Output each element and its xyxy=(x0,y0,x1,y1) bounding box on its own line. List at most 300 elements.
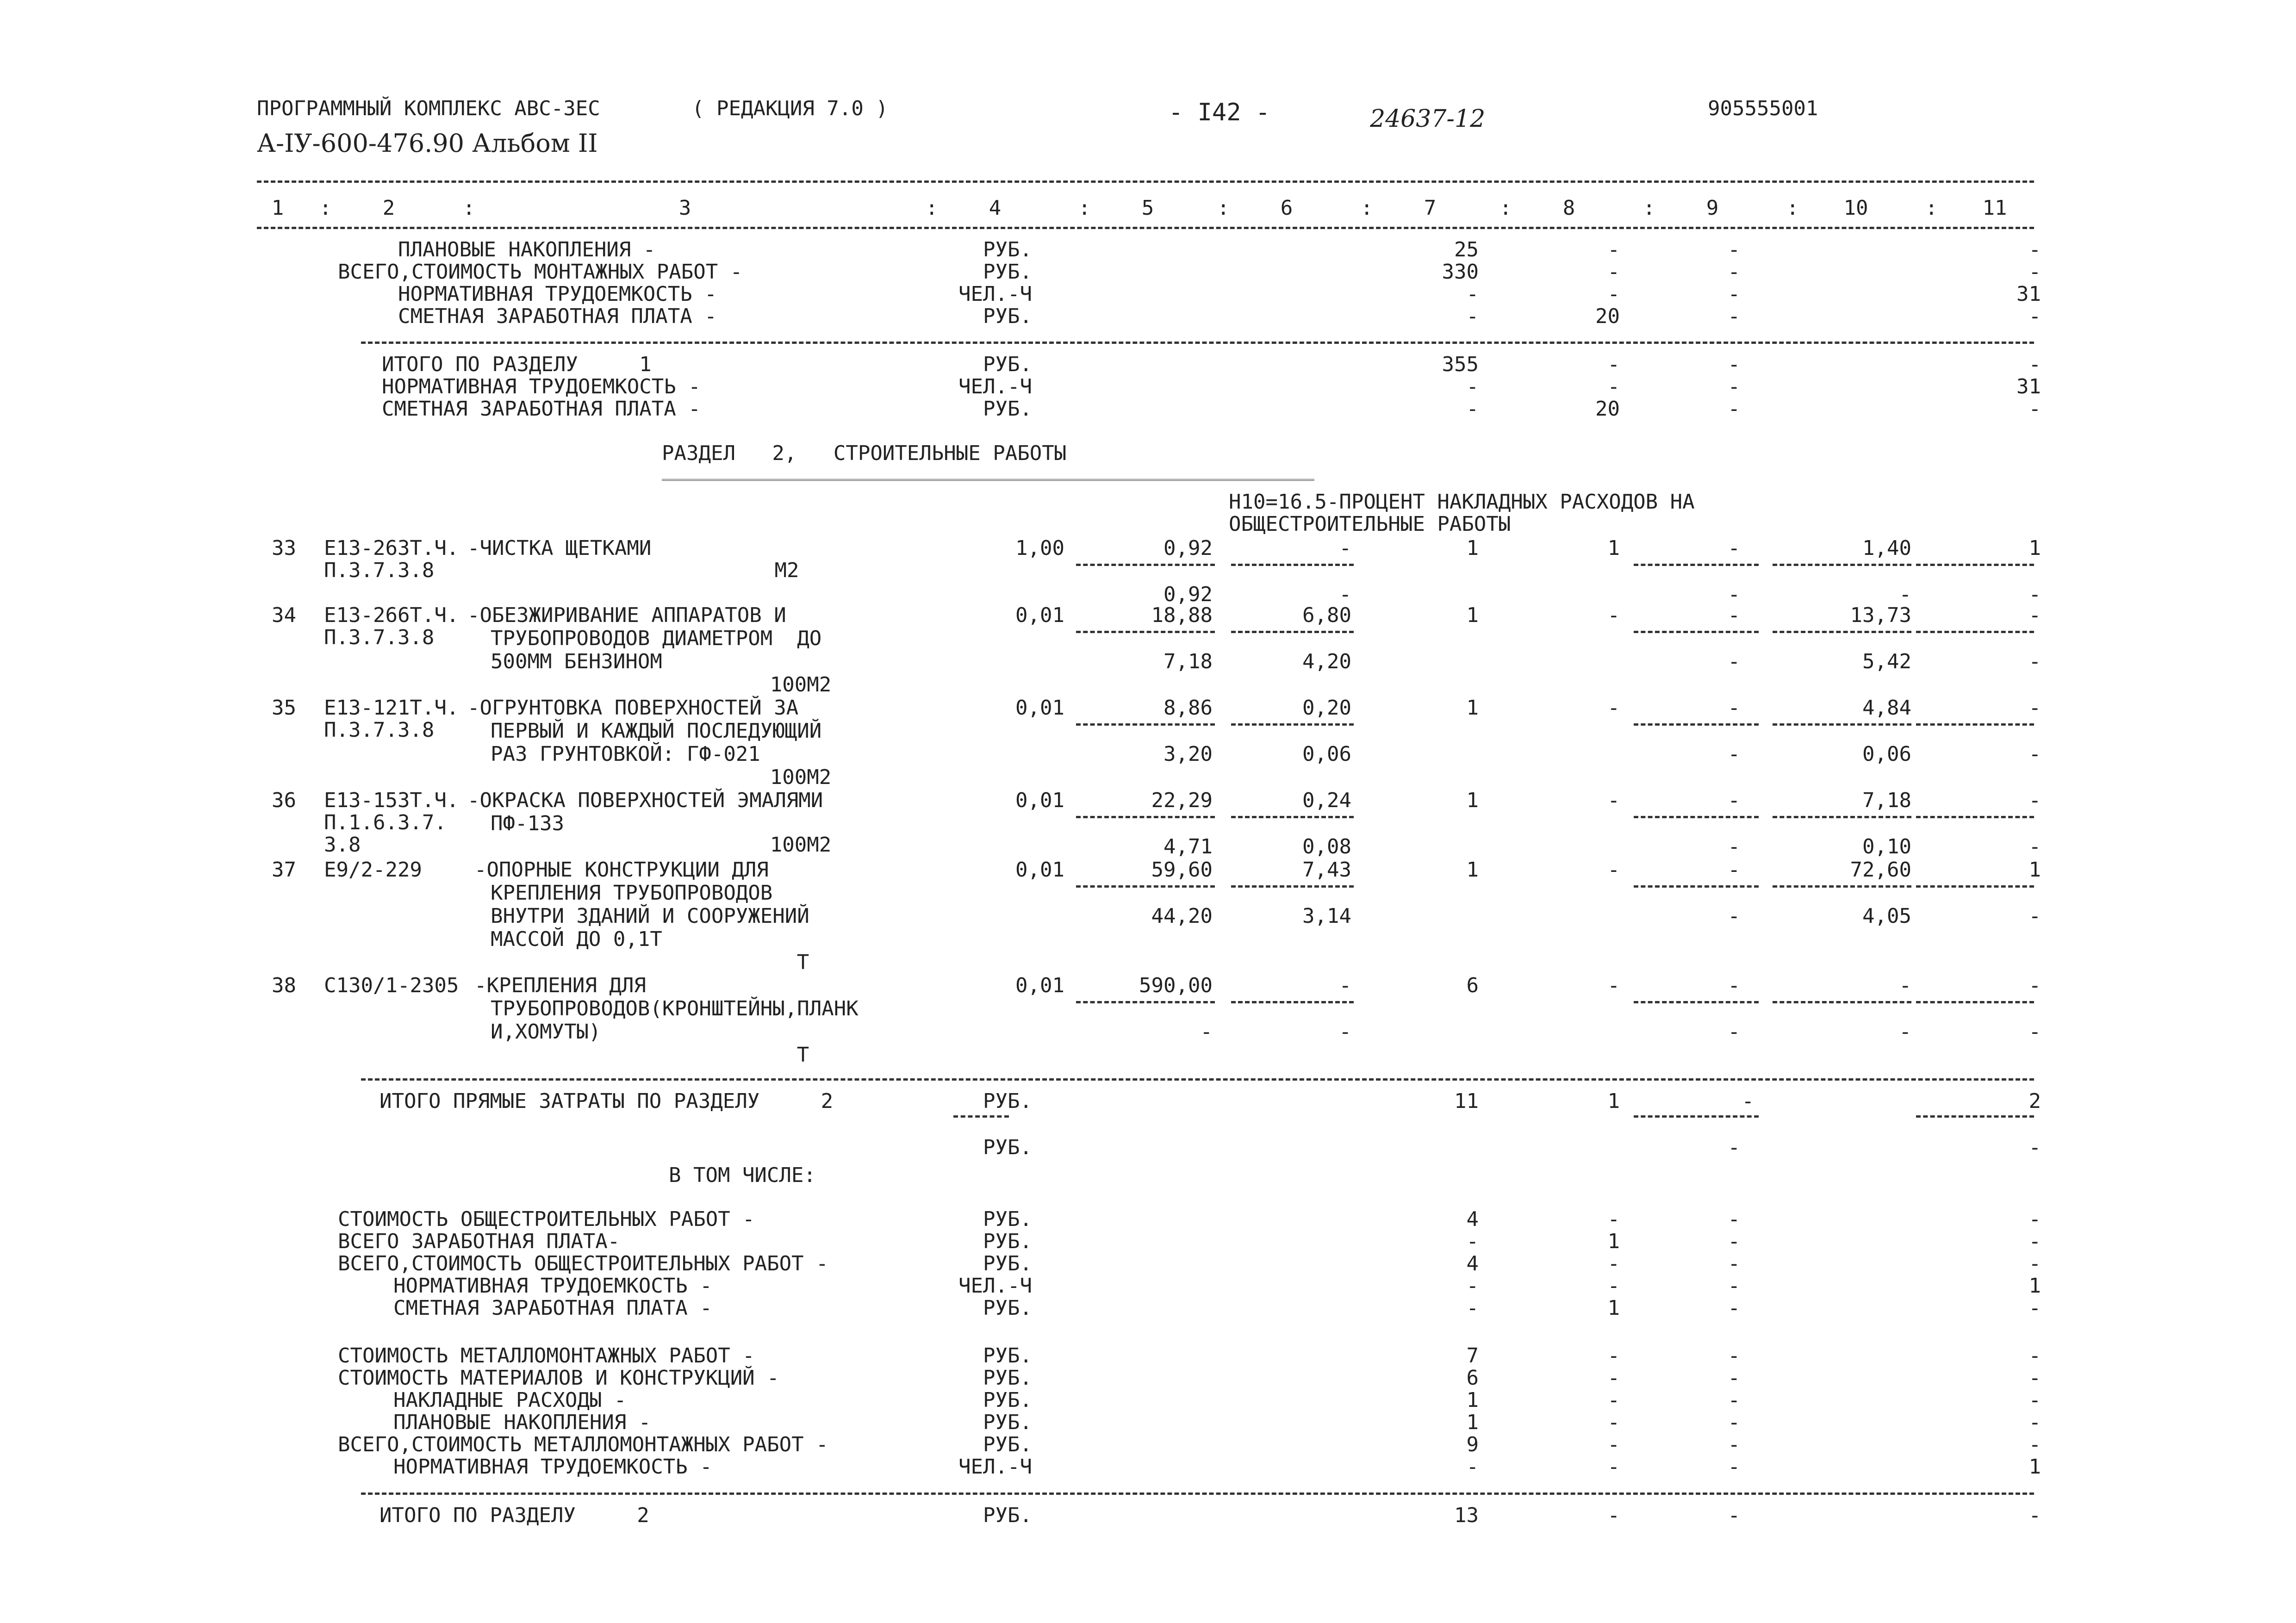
item-col10-sub: 0,06 xyxy=(1862,742,1911,766)
item-unit: 100М2 xyxy=(770,765,832,789)
item-col7: 1 xyxy=(1466,696,1479,720)
summary-row-unit: РУБ. xyxy=(983,260,1032,284)
breakdown-row-col8: - xyxy=(1607,1252,1620,1275)
summary-row-col7: - xyxy=(1466,282,1479,306)
column-header-8: 8 xyxy=(1562,196,1575,220)
item-col11: - xyxy=(2028,603,2041,627)
item-col9: - xyxy=(1728,974,1740,997)
program-title: ПРОГРАММНЫЙ КОМПЛЕКС АВС-3ЕС xyxy=(257,97,600,120)
item-unit: Т xyxy=(796,1043,809,1067)
section-total-row-col9: - xyxy=(1728,375,1740,398)
item-underline xyxy=(1916,885,2034,888)
column-header-1: 1 xyxy=(271,196,284,220)
section-total-row-col8: - xyxy=(1607,353,1620,376)
item-col10: 4,84 xyxy=(1862,696,1911,720)
item-col5-sub: 4,71 xyxy=(1164,835,1213,858)
breakdown-row-label: ВСЕГО,СТОИМОСТЬ ОБЩЕСТРОИТЕЛЬНЫХ РАБОТ - xyxy=(338,1252,828,1275)
item-underline xyxy=(1916,631,2034,633)
breakdown-row-col9: - xyxy=(1728,1455,1740,1479)
item-col5-sub: - xyxy=(1200,1020,1213,1044)
item-col9: - xyxy=(1728,696,1740,720)
item-underline xyxy=(1773,885,1911,888)
column-header-9: 9 xyxy=(1706,196,1719,220)
item-underline xyxy=(1231,723,1354,726)
item-underline xyxy=(1231,816,1354,818)
section-total-row-col8: - xyxy=(1607,375,1620,398)
breakdown-row-col7: - xyxy=(1466,1230,1479,1253)
item-underline xyxy=(1916,816,2034,818)
breakdown-row-label: ПЛАНОВЫЕ НАКОПЛЕНИЯ - xyxy=(393,1411,651,1434)
item-description: И,ХОМУТЫ) xyxy=(491,1020,601,1044)
breakdown-row-col7: - xyxy=(1466,1274,1479,1298)
item-col5-sub: 0,92 xyxy=(1164,583,1213,606)
column-header-7: 7 xyxy=(1424,196,1437,220)
item-underline xyxy=(1916,723,2034,726)
summary-row-unit: ЧЕЛ.-Ч xyxy=(958,282,1032,306)
summary-row-col11: 31 xyxy=(2016,282,2041,306)
item-code-line2: П.3.7.3.8 xyxy=(324,626,435,649)
column-header-2: 2 xyxy=(382,196,395,220)
item-col5: 0,92 xyxy=(1164,536,1213,560)
item-description: 500ММ БЕНЗИНОМ xyxy=(491,650,662,673)
item-col10: 13,73 xyxy=(1850,603,1911,627)
item-col9-sub: - xyxy=(1728,904,1740,928)
section-total-row-col7: 355 xyxy=(1442,353,1479,376)
item-code: Е13-266Т.Ч. xyxy=(324,603,459,627)
item-underline xyxy=(1773,564,1911,566)
breakdown-row-col8: - xyxy=(1607,1274,1620,1298)
item-col10: 1,40 xyxy=(1862,536,1911,560)
item-description: МАССОЙ ДО 0,1Т xyxy=(491,927,662,951)
item-description: РАЗ ГРУНТОВКОЙ: ГФ-021 xyxy=(491,742,760,766)
item-col6-sub: 4,20 xyxy=(1302,650,1351,673)
column-separator: : xyxy=(1500,196,1512,220)
item-underline xyxy=(1231,564,1354,566)
item-col8: - xyxy=(1607,789,1620,812)
section-total-row-col9: - xyxy=(1728,1504,1740,1527)
direct-costs-unit-2: РУБ. xyxy=(983,1136,1032,1159)
breakdown-row-col7: - xyxy=(1466,1455,1479,1479)
breakdown-row-col11: - xyxy=(2028,1388,2041,1412)
section-total-row-label: ИТОГО ПО РАЗДЕЛУ 1 xyxy=(382,353,652,376)
item-col7: 1 xyxy=(1466,536,1479,560)
item-number: 36 xyxy=(272,789,296,812)
item-col6-sub: - xyxy=(1339,1020,1351,1044)
item-col11: - xyxy=(2028,974,2041,997)
breakdown-row-col8: - xyxy=(1607,1455,1620,1479)
summary-row-unit: РУБ. xyxy=(983,238,1032,261)
column-header-4: 4 xyxy=(989,196,1002,220)
document-number: 24637-12 xyxy=(1370,105,1486,133)
breakdown-row-col11: 1 xyxy=(2028,1455,2041,1479)
summary-row-col11: - xyxy=(2028,260,2041,284)
overhead-note: Н10=16.5-ПРОЦЕНТ НАКЛАДНЫХ РАСХОДОВ НА xyxy=(1229,490,1695,514)
item-underline xyxy=(1773,1001,1911,1003)
item-number: 35 xyxy=(272,696,296,720)
item-underline xyxy=(1634,631,1759,633)
direct-costs-col9: - xyxy=(1742,1089,1754,1113)
item-col9: - xyxy=(1728,858,1740,882)
item-underline xyxy=(1773,631,1911,633)
item-col11-sub: - xyxy=(2028,835,2041,858)
item-quantity: 0,01 xyxy=(1015,789,1064,812)
item-description: -ОПОРНЫЕ КОНСТРУКЦИИ ДЛЯ xyxy=(474,858,769,882)
breakdown-row-col8: - xyxy=(1607,1366,1620,1390)
direct-costs-underline xyxy=(1916,1115,2034,1118)
section-total-row-col11: 31 xyxy=(2016,375,2041,398)
section-total-row-col8: 20 xyxy=(1595,397,1620,421)
item-col8: - xyxy=(1607,696,1620,720)
item-col11: 1 xyxy=(2028,858,2041,882)
item-col11: - xyxy=(2028,696,2041,720)
breakdown-row-col8: - xyxy=(1607,1207,1620,1231)
breakdown-row-col11: - xyxy=(2028,1433,2041,1456)
summary-row-col9: - xyxy=(1728,305,1740,328)
summary-row-col8: - xyxy=(1607,238,1620,261)
breakdown-row-col7: 1 xyxy=(1466,1388,1479,1412)
column-header-6: 6 xyxy=(1280,196,1293,220)
breakdown-row-col11: - xyxy=(2028,1207,2041,1231)
column-header-3: 3 xyxy=(678,196,691,220)
breakdown-row-col9: - xyxy=(1728,1388,1740,1412)
item-quantity: 0,01 xyxy=(1015,603,1064,627)
summary-row-unit: РУБ. xyxy=(983,305,1032,328)
breakdown-row-col11: - xyxy=(2028,1252,2041,1275)
item-col11-sub: - xyxy=(2028,904,2041,928)
item-col9: - xyxy=(1728,603,1740,627)
breakdown-row-col8: - xyxy=(1607,1411,1620,1434)
item-description: ПЕРВЫЙ И КАЖДЫЙ ПОСЛЕДУЮЩИЙ xyxy=(491,719,822,743)
section-total-row-unit: РУБ. xyxy=(983,353,1032,376)
item-quantity: 1,00 xyxy=(1015,536,1064,560)
item-col11-sub: - xyxy=(2028,650,2041,673)
item-description: ВНУТРИ ЗДАНИЙ И СООРУЖЕНИЙ xyxy=(491,904,809,928)
item-unit: Т xyxy=(796,951,809,974)
breakdown-row-col7: 9 xyxy=(1466,1433,1479,1456)
item-unit: М2 xyxy=(774,559,799,582)
breakdown-row-col9: - xyxy=(1728,1296,1740,1320)
item-col11-sub: - xyxy=(2028,583,2041,606)
item-col8: - xyxy=(1607,603,1620,627)
column-separator: : xyxy=(1361,196,1373,220)
item-col9-sub: - xyxy=(1728,650,1740,673)
item-col9-sub: - xyxy=(1728,583,1740,606)
item-underline xyxy=(1231,1001,1354,1003)
breakdown-row-col9: - xyxy=(1728,1411,1740,1434)
summary-row-col8: - xyxy=(1607,282,1620,306)
item-underline xyxy=(1076,885,1215,888)
item-col8: - xyxy=(1607,974,1620,997)
column-header-11: 11 xyxy=(1982,196,2007,220)
breakdown-row-col9: - xyxy=(1728,1433,1740,1456)
breakdown-row-unit: РУБ. xyxy=(983,1344,1032,1368)
section-total-row-col9: - xyxy=(1728,397,1740,421)
section-title: РАЗДЕЛ 2, СТРОИТЕЛЬНЫЕ РАБОТЫ xyxy=(662,442,1067,465)
item-col6: - xyxy=(1339,536,1351,560)
item-col6: 0,20 xyxy=(1302,696,1351,720)
summary-row-col9: - xyxy=(1728,238,1740,261)
summary-row-col8: - xyxy=(1607,260,1620,284)
summary-row-col11: - xyxy=(2028,238,2041,261)
item-col5: 22,29 xyxy=(1151,789,1213,812)
column-separator: : xyxy=(1078,196,1091,220)
item-col6: 7,43 xyxy=(1302,858,1351,882)
item-col10-sub: 5,42 xyxy=(1862,650,1911,673)
item-underline xyxy=(1773,816,1911,818)
breakdown-row-col9: - xyxy=(1728,1207,1740,1231)
breakdown-row-label: СМЕТНАЯ ЗАРАБОТНАЯ ПЛАТА - xyxy=(393,1296,712,1320)
breakdown-row-label: НАКЛАДНЫЕ РАСХОДЫ - xyxy=(393,1388,627,1412)
item-underline xyxy=(1076,631,1215,633)
item-code-line2: П.1.6.3.7. xyxy=(324,811,447,834)
breakdown-row-label: НОРМАТИВНАЯ ТРУДОЕМКОСТЬ - xyxy=(393,1274,712,1298)
section-rule xyxy=(361,1492,2034,1495)
item-description: -ЧИСТКА ЩЕТКАМИ xyxy=(467,536,652,560)
item-col8: 1 xyxy=(1607,536,1620,560)
section-total-row-col8: - xyxy=(1607,1504,1620,1527)
item-col6: 6,80 xyxy=(1302,603,1351,627)
column-separator: : xyxy=(1643,196,1655,220)
breakdown-row-unit: РУБ. xyxy=(983,1207,1032,1231)
breakdown-row-col7: - xyxy=(1466,1296,1479,1320)
item-col5-sub: 3,20 xyxy=(1164,742,1213,766)
breakdown-row-col11: - xyxy=(2028,1296,2041,1320)
item-underline xyxy=(1634,885,1759,888)
column-separator: : xyxy=(1925,196,1938,220)
section-total-row-col11: - xyxy=(2028,353,2041,376)
column-separator: : xyxy=(1217,196,1230,220)
breakdown-row-unit: РУБ. xyxy=(983,1433,1032,1456)
item-description: ТРУБОПРОВОДОВ ДИАМЕТРОМ ДО xyxy=(491,627,822,650)
item-col6-sub: 0,08 xyxy=(1302,835,1351,858)
item-underline xyxy=(1634,723,1759,726)
breakdown-row-label: СТОИМОСТЬ ОБЩЕСТРОИТЕЛЬНЫХ РАБОТ - xyxy=(338,1207,755,1231)
item-underline xyxy=(1076,1001,1215,1003)
item-underline xyxy=(1634,816,1759,818)
item-description: ТРУБОПРОВОДОВ(КРОНШТЕЙНЫ,ПЛАНК xyxy=(491,997,859,1020)
item-description: -КРЕПЛЕНИЯ ДЛЯ xyxy=(474,974,646,997)
breakdown-row-unit: РУБ. xyxy=(983,1411,1032,1434)
item-underline xyxy=(1076,816,1215,818)
item-description: КРЕПЛЕНИЯ ТРУБОПРОВОДОВ xyxy=(491,881,773,905)
item-number: 37 xyxy=(272,858,296,882)
direct-costs-col11-sub: - xyxy=(2028,1136,2041,1159)
summary-row-col9: - xyxy=(1728,282,1740,306)
column-header-10: 10 xyxy=(1843,196,1868,220)
breakdown-row-col7: 4 xyxy=(1466,1207,1479,1231)
breakdown-row-col8: - xyxy=(1607,1344,1620,1368)
column-separator: : xyxy=(463,196,475,220)
header-rule-bottom xyxy=(257,227,2034,229)
item-col7: 1 xyxy=(1466,789,1479,812)
breakdown-row-col8: - xyxy=(1607,1433,1620,1456)
column-separator: : xyxy=(319,196,332,220)
breakdown-row-label: НОРМАТИВНАЯ ТРУДОЕМКОСТЬ - xyxy=(393,1455,712,1479)
item-unit: 100М2 xyxy=(770,673,832,696)
direct-costs-label: ИТОГО ПРЯМЫЕ ЗАТРАТЫ ПО РАЗДЕЛУ 2 xyxy=(380,1089,834,1113)
breakdown-row-label: ВСЕГО ЗАРАБОТНАЯ ПЛАТА- xyxy=(338,1230,620,1253)
breakdown-row-col9: - xyxy=(1728,1230,1740,1253)
item-col10: 72,60 xyxy=(1850,858,1911,882)
item-underline xyxy=(1916,1001,2034,1003)
summary-row-col9: - xyxy=(1728,260,1740,284)
header-rule-top xyxy=(257,180,2034,183)
item-quantity: 0,01 xyxy=(1015,858,1064,882)
item-code-line2: П.3.7.3.8 xyxy=(324,559,435,582)
item-underline xyxy=(1231,885,1354,888)
item-col11: - xyxy=(2028,789,2041,812)
summary-row-label: ВСЕГО,СТОИМОСТЬ МОНТАЖНЫХ РАБОТ - xyxy=(338,260,743,284)
item-col11-sub: - xyxy=(2028,742,2041,766)
breakdown-row-unit: ЧЕЛ.-Ч xyxy=(958,1274,1032,1298)
breakdown-row-col11: - xyxy=(2028,1366,2041,1390)
section-total-row-unit: РУБ. xyxy=(983,397,1032,421)
breakdown-row-unit: РУБ. xyxy=(983,1230,1032,1253)
album-title: А-IУ-600-476.90 Альбом II xyxy=(257,129,598,158)
item-quantity: 0,01 xyxy=(1015,974,1064,997)
summary-row-col7: 330 xyxy=(1442,260,1479,284)
direct-costs-col11: 2 xyxy=(2028,1089,2041,1113)
item-description: -ОГРУНТОВКА ПОВЕРХНОСТЕЙ ЗА xyxy=(467,696,799,720)
item-col5: 59,60 xyxy=(1151,858,1213,882)
direct-costs-col9-sub: - xyxy=(1728,1136,1740,1159)
section-total-row-col7: 13 xyxy=(1454,1504,1479,1527)
breakdown-row-col11: 1 xyxy=(2028,1274,2041,1298)
section-total-row-col7: - xyxy=(1466,397,1479,421)
item-col5: 8,86 xyxy=(1164,696,1213,720)
item-col7: 6 xyxy=(1466,974,1479,997)
item-col9: - xyxy=(1728,789,1740,812)
item-code: С130/1-2305 xyxy=(324,974,459,997)
breakdown-row-col9: - xyxy=(1728,1274,1740,1298)
breakdown-row-col8: 1 xyxy=(1607,1296,1620,1320)
item-col5: 590,00 xyxy=(1139,974,1213,997)
breakdown-row-col11: - xyxy=(2028,1230,2041,1253)
direct-costs-col7: 11 xyxy=(1454,1089,1479,1113)
item-col11-sub: - xyxy=(2028,1020,2041,1044)
breakdown-row-col7: 4 xyxy=(1466,1252,1479,1275)
summary-row-label: НОРМАТИВНАЯ ТРУДОЕМКОСТЬ - xyxy=(398,282,717,306)
item-col5-sub: 44,20 xyxy=(1151,904,1213,928)
item-underline xyxy=(1076,723,1215,726)
breakdown-row-col11: - xyxy=(2028,1411,2041,1434)
item-code-line2: П.3.7.3.8 xyxy=(324,718,435,742)
section-total-row-col11: - xyxy=(2028,397,2041,421)
item-unit: 100М2 xyxy=(770,833,832,857)
section-total-row-unit: ЧЕЛ.-Ч xyxy=(958,375,1032,398)
item-code-line3: 3.8 xyxy=(324,833,361,857)
section-total-row-col9: - xyxy=(1728,353,1740,376)
section-total-row-label: ИТОГО ПО РАЗДЕЛУ 2 xyxy=(380,1504,649,1527)
direct-costs-col8: 1 xyxy=(1607,1089,1620,1113)
item-code: Е9/2-229 xyxy=(324,858,422,882)
item-underline xyxy=(1231,631,1354,633)
item-col10-sub: 4,05 xyxy=(1862,904,1911,928)
breakdown-row-unit: РУБ. xyxy=(983,1388,1032,1412)
item-number: 38 xyxy=(272,974,296,997)
item-col10: - xyxy=(1899,974,1911,997)
document-code: 905555001 xyxy=(1708,97,1818,120)
breakdown-row-col8: 1 xyxy=(1607,1230,1620,1253)
item-col10-sub: - xyxy=(1899,1020,1911,1044)
breakdown-row-col11: - xyxy=(2028,1344,2041,1368)
item-number: 33 xyxy=(272,536,296,560)
breakdown-row-col9: - xyxy=(1728,1344,1740,1368)
section-total-row-col11: - xyxy=(2028,1504,2041,1527)
including-label: В ТОМ ЧИСЛЕ: xyxy=(669,1163,816,1187)
breakdown-row-col9: - xyxy=(1728,1366,1740,1390)
item-col6-sub: 3,14 xyxy=(1302,904,1351,928)
item-col5: 18,88 xyxy=(1151,603,1213,627)
item-col8: - xyxy=(1607,858,1620,882)
section-total-row-label: СМЕТНАЯ ЗАРАБОТНАЯ ПЛАТА - xyxy=(382,397,701,421)
breakdown-row-col7: 7 xyxy=(1466,1344,1479,1368)
section-rule xyxy=(361,342,2034,344)
overhead-note-2: ОБЩЕСТРОИТЕЛЬНЫЕ РАБОТЫ xyxy=(1229,512,1511,536)
item-underline xyxy=(1634,564,1759,566)
item-quantity: 0,01 xyxy=(1015,696,1064,720)
item-col11: 1 xyxy=(2028,536,2041,560)
item-col6-sub: - xyxy=(1339,583,1351,606)
page-number: - I42 - xyxy=(1169,99,1270,126)
section-underline xyxy=(662,479,1314,481)
item-col9-sub: - xyxy=(1728,742,1740,766)
item-col9-sub: - xyxy=(1728,835,1740,858)
breakdown-row-unit: РУБ. xyxy=(983,1252,1032,1275)
item-col9: - xyxy=(1728,536,1740,560)
item-col10-sub: - xyxy=(1899,583,1911,606)
item-col6: 0,24 xyxy=(1302,789,1351,812)
direct-costs-underline xyxy=(953,1115,1009,1118)
item-code: Е13-153Т.Ч. xyxy=(324,789,459,812)
item-code: Е13-263Т.Ч. xyxy=(324,536,459,560)
item-number: 34 xyxy=(272,603,296,627)
item-description: -ОБЕЗЖИРИВАНИЕ АППАРАТОВ И xyxy=(467,603,786,627)
item-code: Е13-121Т.Ч. xyxy=(324,696,459,720)
column-header-5: 5 xyxy=(1141,196,1154,220)
item-underline xyxy=(1773,723,1911,726)
summary-row-label: СМЕТНАЯ ЗАРАБОТНАЯ ПЛАТА - xyxy=(398,305,717,328)
item-col6-sub: 0,06 xyxy=(1302,742,1351,766)
direct-costs-unit: РУБ. xyxy=(983,1089,1032,1113)
summary-row-col11: - xyxy=(2028,305,2041,328)
section-total-row-unit: РУБ. xyxy=(983,1504,1032,1527)
breakdown-row-col9: - xyxy=(1728,1252,1740,1275)
column-separator: : xyxy=(1786,196,1799,220)
breakdown-row-label: ВСЕГО,СТОИМОСТЬ МЕТАЛЛОМОНТАЖНЫХ РАБОТ - xyxy=(338,1433,828,1456)
item-description: -ОКРАСКА ПОВЕРХНОСТЕЙ ЭМАЛЯМИ xyxy=(467,789,823,812)
item-col7: 1 xyxy=(1466,603,1479,627)
direct-costs-underline xyxy=(1634,1115,1759,1118)
summary-row-col8: 20 xyxy=(1595,305,1620,328)
section-rule xyxy=(361,1078,2034,1081)
item-description: ПФ-133 xyxy=(491,812,564,835)
item-underline xyxy=(1916,564,2034,566)
breakdown-row-col8: - xyxy=(1607,1388,1620,1412)
item-underline xyxy=(1076,564,1215,566)
section-total-row-label: НОРМАТИВНАЯ ТРУДОЕМКОСТЬ - xyxy=(382,375,701,398)
breakdown-row-unit: ЧЕЛ.-Ч xyxy=(958,1455,1032,1479)
item-underline xyxy=(1634,1001,1759,1003)
item-col9-sub: - xyxy=(1728,1020,1740,1044)
column-separator: : xyxy=(926,196,938,220)
breakdown-row-label: СТОИМОСТЬ МЕТАЛЛОМОНТАЖНЫХ РАБОТ - xyxy=(338,1344,755,1368)
breakdown-row-unit: РУБ. xyxy=(983,1296,1032,1320)
section-total-row-col7: - xyxy=(1466,375,1479,398)
breakdown-row-unit: РУБ. xyxy=(983,1366,1032,1390)
summary-row-col7: 25 xyxy=(1454,238,1479,261)
item-col6: - xyxy=(1339,974,1351,997)
